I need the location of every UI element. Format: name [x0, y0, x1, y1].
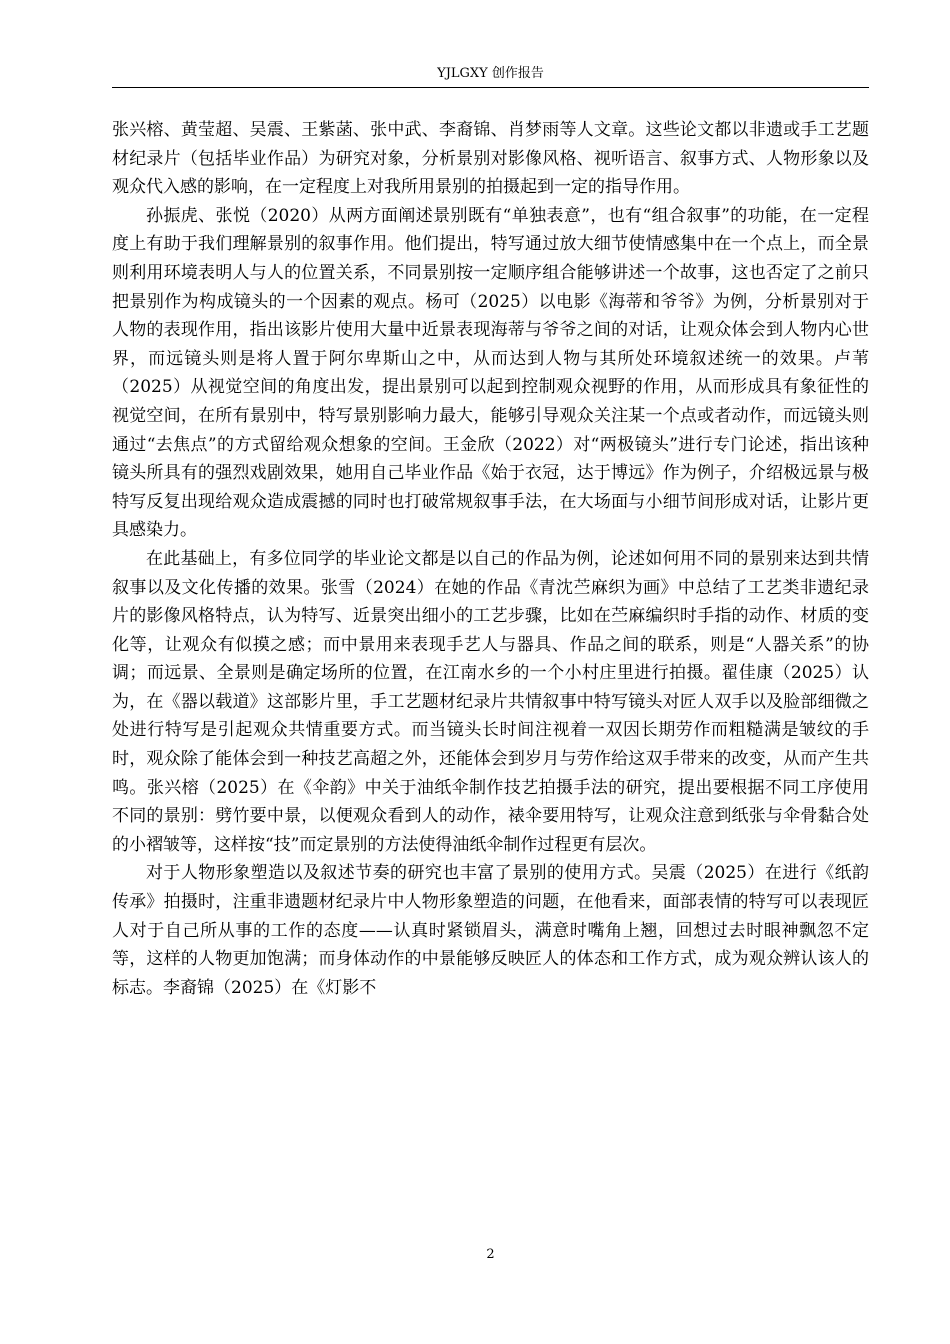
- header-rule: [112, 87, 869, 88]
- paragraph-4: 对于人物形象塑造以及叙述节奏的研究也丰富了景别的使用方式。吴震（2025）在进行《纸韵传承》拍摄时，注重非遗题材纪录片中人物形象塑造的问题，在他看来，面部表情的特写可以表现匠人对于自己所从事的工作的态度——认真时紧锁眉头，满意时嘴角上翘，回想过去时眼神飘忽不定等，这样的人物更加饱满；而身体动作的中景能够反映匠人的体态和工作方式，成为观众辨认该人的标志。李裔锦（2025）在《灯影不: [112, 863, 869, 998]
- body-text: [112, 116, 869, 1002]
- paragraph-3: 在此基础上，有多位同学的毕业论文都是以自己的作品为例，论述如何用不同的景别来达到共情叙事以及文化传播的效果。张雪（2024）在她的作品《青沈苎麻织为画》中总结了工艺类非遗纪录片的影像风格特点，认为特写、近景突出细小的工艺步骤，比如在苎麻编织时手指的动作、材质的变化等，让观众有似摸之感；而中景用来表现手艺人与器具、作品之间的联系，则是“人器关系”的协调；而远景、全景则是确定场所的位置，在江南水乡的一个小村庄里进行拍摄。翟佳康（2025）认为，在《器以载道》这部影片里，手工艺题材纪录片共情叙事中特写镜头对匠人双手以及脸部细微之处进行特写是引起观众共情重要方式。而当镜头长时间注视着一双因长期劳作而粗糙满是皱纹的手时，观众除了能体会到一种技艺高超之外，还能体会到岁月与劳作给这双手带来的改变，从而产生共鸣。张兴榕（2025）在《伞韵》中关于油纸伞制作技艺拍摄手法的研究，提出要根据不同工序使用不同的景别：劈竹要中景，以便观众看到人的动作，裱伞要用特写，让观众注意到纸张与伞骨黏合处的小褶皱等，这样按“技”而定景别的方法使得油纸伞制作过程更有层次。: [112, 548, 869, 855]
- paragraph-2: 孙振虎、张悦（2020）从两方面阐述景别既有“单独表意”，也有“组合叙事”的功能，在一定程度上有助于我们理解景别的叙事作用。他们提出，特写通过放大细节使情感集中在一个点上，而全景则利用环境表明人与人的位置关系，不同景别按一定顺序组合能够讲述一个故事，这也否定了之前只把景别作为构成镜头的一个因素的观点。杨可（2025）以电影《海蒂和爷爷》为例，分析景别对于人物的表现作用，指出该影片使用大量中近景表现海蒂与爷爷之间的对话，让观众体会到人物内心世界，而远镜头则是将人置于阿尔卑斯山之中，从而达到人物与其所处环境叙述统一的效果。卢苇（2025）从视觉空间的角度出发，提出景别可以起到控制观众视野的作用，从而形成具有象征性的视觉空间，在所有景别中，特写景别影响力最大，能够引导观众关注某一个点或者动作，而远镜头则通过“去焦点”的方式留给观众想象的空间。王金欣（2022）对“两极镜头”进行专门论述，指出该种镜头所具有的强烈戏剧效果，她用自己毕业作品《始于衣冠，达于博远》作为例子，介绍极远景与极特写反复出现给观众造成震撼的同时也打破常规叙事手法，在大场面与小细节间形成对话，让影片更具感染力。: [112, 205, 869, 541]
- page-number: 2: [486, 1247, 495, 1262]
- paragraph-1: 张兴榕、黄莹超、吴震、王紫菡、张中武、李裔锦、肖梦雨等人文章。这些论文都以非遗或手工艺题材纪录片（包括毕业作品）为研究对象，分析景别对影像风格、视听语言、叙事方式、人物形象以及观众代入感的影响，在一定程度上对我所用景别的拍摄起到一定的指导作用。: [112, 120, 869, 198]
- page-header: YJLGXY 创作报告: [437, 66, 544, 81]
